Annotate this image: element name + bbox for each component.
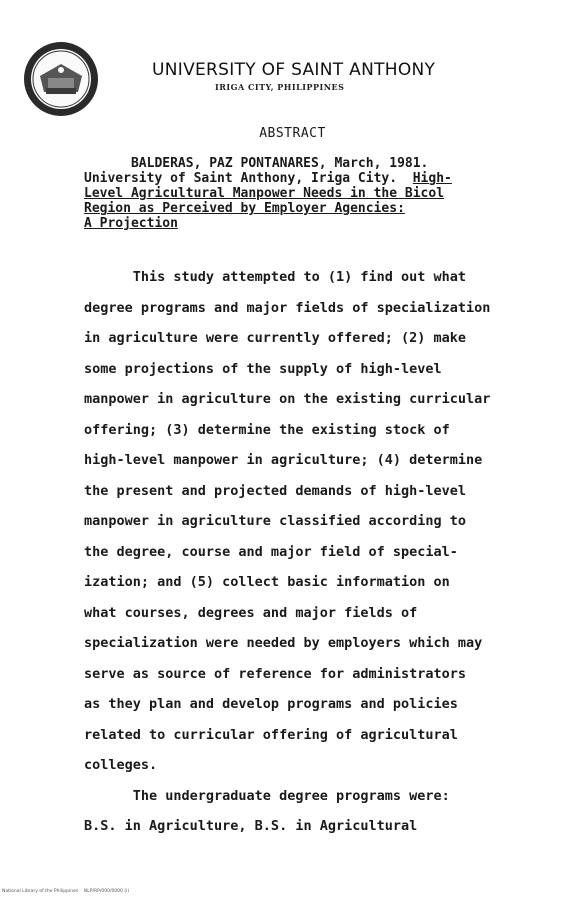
body-line: offering; (3) determine the existing stock of xyxy=(84,421,450,438)
university-seal-icon xyxy=(22,40,100,118)
body-line: B.S. in Agriculture, B.S. in Agricultural xyxy=(84,818,418,834)
body-line: as they plan and develop programs and policies xyxy=(84,696,458,712)
body-line: related to curricular offering of agricultural xyxy=(84,726,458,743)
citation-block xyxy=(84,156,524,231)
body-line: what courses, degrees and major fields of xyxy=(84,604,418,621)
university-name: UNIVERSITY OF SAINT ANTHONY xyxy=(152,60,436,80)
citation-title-start: High- xyxy=(412,171,452,186)
abstract-body xyxy=(84,262,534,842)
body-line: specialization were needed by employers which may xyxy=(84,635,483,651)
citation-publisher-line xyxy=(84,171,524,186)
citation-title-line: Region as Perceived by Employer Agencies: xyxy=(84,201,405,216)
body-line: the degree, course and major field of special- xyxy=(84,543,458,560)
body-line: colleges. xyxy=(84,757,158,773)
citation-title-line: A Projection xyxy=(84,216,178,231)
body-line: high-level manpower in agriculture; (4) determine xyxy=(84,452,483,468)
university-city: IRIGA CITY, PHILIPPINES xyxy=(215,82,345,92)
body-line: manpower in agriculture on the existing curricular xyxy=(84,391,491,407)
body-line: in agriculture were currently offered; (2) make xyxy=(84,330,467,346)
body-line: The undergraduate degree programs were: xyxy=(84,787,450,804)
body-line: This study attempted to (1) find out what xyxy=(84,269,467,285)
body-line: the present and projected demands of high-level xyxy=(84,482,467,499)
abstract-heading: ABSTRACT xyxy=(259,126,326,141)
body-line: some projections of the supply of high-level xyxy=(84,360,442,377)
body-line: serve as source of reference for administrators xyxy=(84,665,467,682)
body-line: manpower in agriculture classified according to xyxy=(84,513,467,529)
citation-author-line: BALDERAS, PAZ PONTANARES, March, 1981. xyxy=(84,156,429,171)
citation-title-line: Level Agricultural Manpower Needs in the Bicol xyxy=(84,186,445,201)
library-footer: National Library of the Philippines NLP/RP/000/0000 (i) xyxy=(2,889,130,894)
body-line: degree programs and major fields of specialization xyxy=(84,299,491,316)
citation-institution: University of Saint Anthony, Iriga City. xyxy=(84,171,413,186)
body-line: ization; and (5) collect basic information on xyxy=(84,574,450,590)
